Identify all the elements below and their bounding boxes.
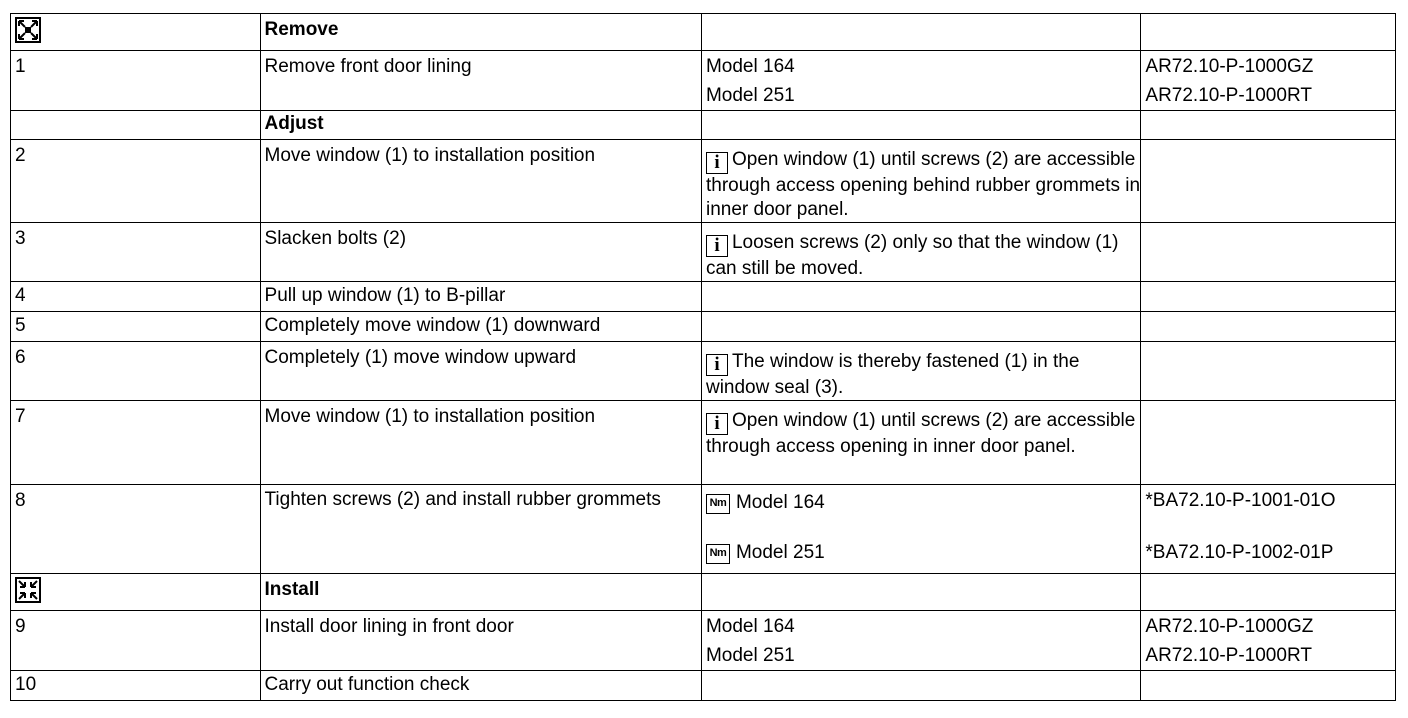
table-row <box>11 611 1396 671</box>
info-note <box>706 342 1140 400</box>
torque-row <box>706 485 1140 515</box>
step-task: Slacken bolts (2) <box>264 228 407 249</box>
section-row-install <box>11 574 1396 611</box>
torque-icon: Nm <box>706 494 730 514</box>
info-note <box>706 223 1140 281</box>
info-note <box>706 401 1140 459</box>
model-label: Model 164 <box>705 616 795 637</box>
model-label: Model 164 <box>705 56 795 77</box>
info-icon: i <box>706 152 728 174</box>
step-number: 5 <box>15 315 26 336</box>
step-task: Move window (1) to installation position <box>264 145 596 166</box>
torque-icon: Nm <box>706 544 730 564</box>
info-icon: i <box>706 354 728 376</box>
info-note-text: The window is thereby fastened (1) in the window seal (3). <box>705 351 1080 398</box>
step-task: Carry out function check <box>264 674 470 695</box>
table-row <box>11 282 1396 312</box>
step-number: 2 <box>15 145 26 166</box>
table-row <box>11 223 1396 282</box>
step-number: 1 <box>15 56 26 77</box>
assemble-icon <box>15 577 41 603</box>
reference-link[interactable]: *BA72.10-P-1001-01O <box>1145 490 1336 511</box>
reference-link[interactable]: *BA72.10-P-1002-01P <box>1145 542 1334 563</box>
table-row <box>11 401 1396 485</box>
step-number: 4 <box>15 285 26 306</box>
section-title-remove: Remove <box>264 19 339 40</box>
info-note-text: Open window (1) until screws (2) are accessible through access opening in inner door panel. <box>705 410 1136 457</box>
step-task: Completely (1) move window upward <box>264 347 577 368</box>
step-task: Completely move window (1) downward <box>264 315 601 336</box>
info-note-text: Loosen screws (2) only so that the window (1) can still be moved. <box>705 232 1119 279</box>
model-label: Model 251 <box>735 542 825 563</box>
info-note <box>706 140 1140 222</box>
table-row <box>11 140 1396 223</box>
step-number: 9 <box>15 616 26 637</box>
disassemble-icon <box>15 17 41 43</box>
reference-link[interactable]: AR72.10-P-1000RT <box>1145 85 1312 106</box>
section-title-adjust: Adjust <box>264 113 324 134</box>
step-task: Move window (1) to installation position <box>264 406 596 427</box>
procedure-table <box>10 13 1396 701</box>
reference-link[interactable]: AR72.10-P-1000GZ <box>1145 56 1314 77</box>
section-title-install: Install <box>264 579 320 600</box>
procedure-table-container <box>10 13 1396 701</box>
table-row <box>11 312 1396 342</box>
section-icon-cell <box>11 574 261 611</box>
step-number: 6 <box>15 347 26 368</box>
table-row <box>11 342 1396 401</box>
table-row <box>11 671 1396 701</box>
section-row-remove <box>11 14 1396 51</box>
step-task: Remove front door lining <box>264 56 472 77</box>
model-label: Model 251 <box>705 645 795 666</box>
torque-row <box>706 515 1140 565</box>
step-task: Install door lining in front door <box>264 616 514 637</box>
info-note-text: Open window (1) until screws (2) are accessible through access opening behind rubber grommets in inner door panel. <box>705 149 1141 220</box>
info-icon: i <box>706 413 728 435</box>
step-number: 10 <box>15 674 37 695</box>
reference-link[interactable]: AR72.10-P-1000RT <box>1145 645 1312 666</box>
step-number: 7 <box>15 406 26 427</box>
section-row-adjust <box>11 111 1396 140</box>
table-row <box>11 485 1396 574</box>
reference-link[interactable]: AR72.10-P-1000GZ <box>1145 616 1314 637</box>
step-number: 3 <box>15 228 26 249</box>
step-number: 8 <box>15 490 26 511</box>
model-label: Model 251 <box>705 85 795 106</box>
table-row <box>11 51 1396 111</box>
section-icon-cell <box>11 14 261 51</box>
step-task: Tighten screws (2) and install rubber grommets <box>264 489 661 510</box>
step-task: Pull up window (1) to B-pillar <box>264 285 506 306</box>
model-label: Model 164 <box>735 492 825 513</box>
info-icon: i <box>706 235 728 257</box>
